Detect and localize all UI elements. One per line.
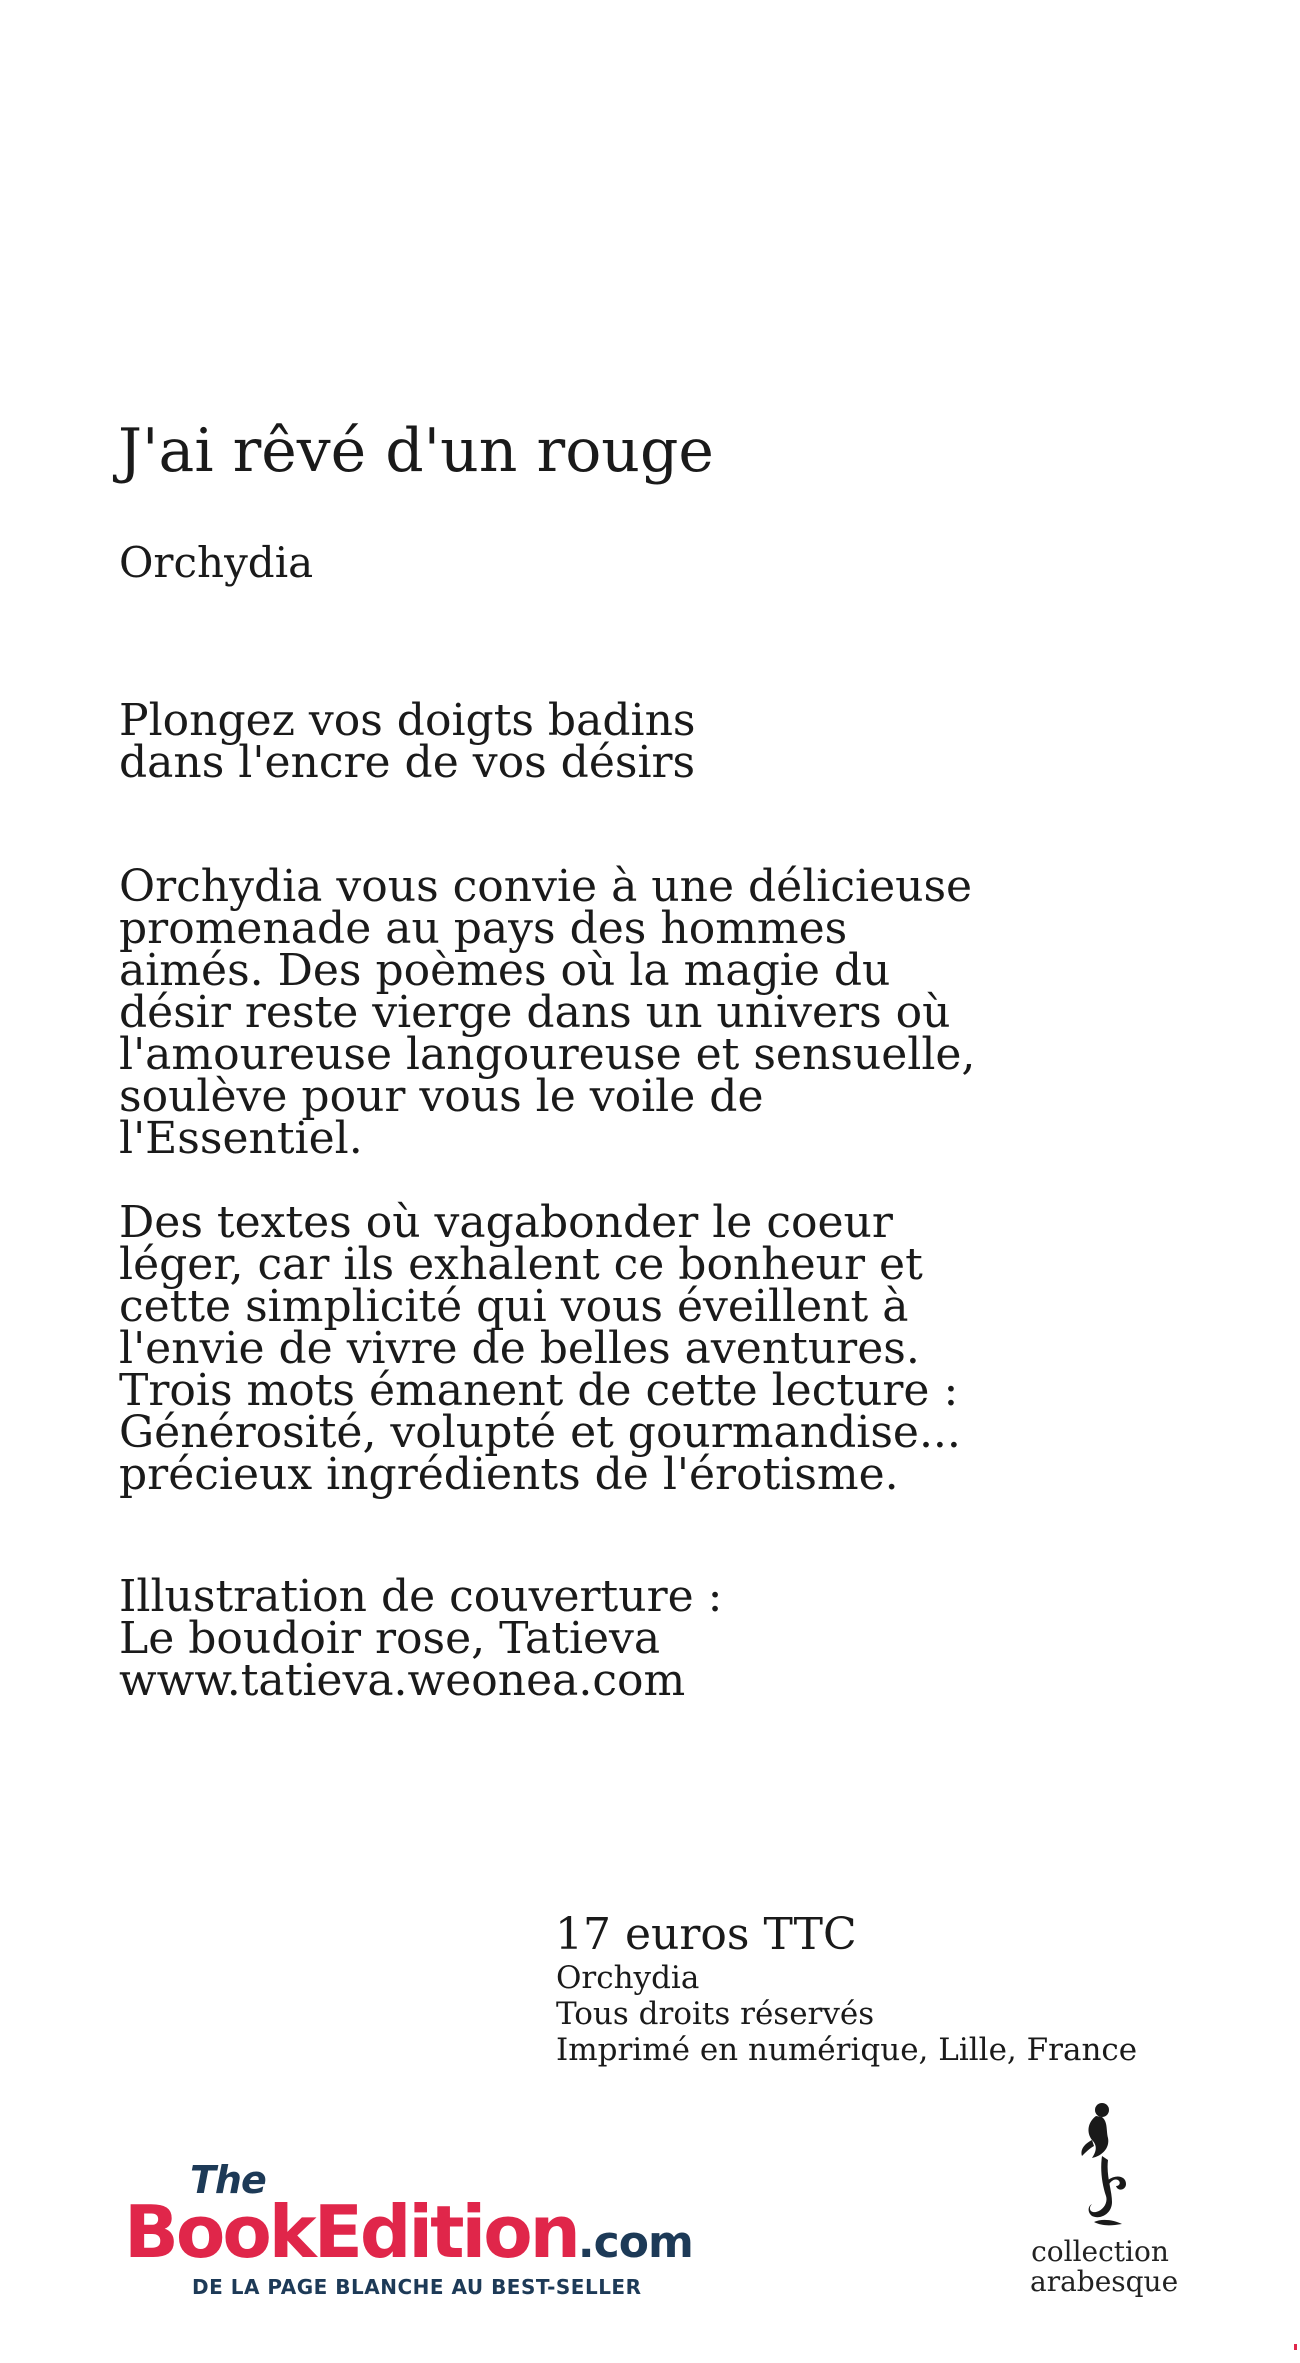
blurb-line: cette simplicité qui vous éveillent à — [119, 1281, 909, 1332]
blurb-line: Des textes où vagabonder le coeur — [119, 1197, 893, 1248]
bookedition-logo — [124, 2158, 704, 2299]
imprint-printing: Imprimé en numérique, Lille, France — [556, 2032, 1138, 2068]
imprint-block — [556, 1960, 1137, 2068]
blurb-line: Orchydia vous convie à une délicieuse — [119, 861, 973, 912]
edge-mark — [1294, 2344, 1297, 2350]
imprint-rights: Tous droits réservés — [556, 1996, 875, 2032]
price: 17 euros TTC — [555, 1909, 857, 1960]
collection-line: collection — [1031, 2235, 1169, 2268]
credits-url: www.tatieva.weonea.com — [119, 1655, 686, 1706]
book-title: J'ai rêvé d'un rouge — [118, 416, 714, 486]
blurb-line: précieux ingrédients de l'érotisme. — [119, 1449, 899, 1500]
logo-tagline: DE LA PAGE BLANCHE AU BEST-SELLER — [192, 2275, 642, 2299]
logo-the: The — [190, 2158, 266, 2202]
logo-com: .com — [577, 2217, 693, 2268]
blurb-line: Trois mots émanent de cette lecture : — [119, 1365, 959, 1416]
blurb-line: aimés. Des poèmes où la magie du — [119, 945, 891, 996]
arabesque-figure-icon — [1058, 2100, 1148, 2230]
blurb-paragraph-2 — [119, 1197, 961, 1500]
collection-label — [1030, 2235, 1179, 2298]
collection-line: arabesque — [1030, 2265, 1179, 2298]
blurb-line: l'amoureuse langoureuse et sensuelle, — [119, 1029, 976, 1080]
logo-word: BookEdition — [124, 2190, 578, 2274]
credits-line: Illustration de couverture : — [119, 1571, 723, 1622]
credits-line: Le boudoir rose, Tatieva — [119, 1613, 661, 1664]
blurb-line: promenade au pays des hommes — [119, 903, 848, 954]
cover-credits — [119, 1571, 723, 1706]
imprint-author: Orchydia — [556, 1960, 700, 1996]
blurb-line: désir reste vierge dans un univers où — [119, 987, 951, 1038]
tagline — [119, 695, 696, 788]
book-author: Orchydia — [119, 538, 314, 587]
blurb-line: l'envie de vivre de belles aventures. — [119, 1323, 920, 1374]
tagline-line: dans l'encre de vos désirs — [119, 737, 696, 788]
logo-wordmark — [124, 2190, 693, 2285]
blurb-line: l'Essentiel. — [119, 1113, 363, 1164]
blurb-line: soulève pour vous le voile de — [119, 1071, 764, 1122]
blurb-line: léger, car ils exhalent ce bonheur et — [119, 1239, 923, 1290]
blurb-line: Générosité, volupté et gourmandise... — [119, 1407, 961, 1458]
tagline-line: Plongez vos doigts badins — [119, 695, 696, 746]
blurb-paragraph-1 — [119, 861, 976, 1164]
